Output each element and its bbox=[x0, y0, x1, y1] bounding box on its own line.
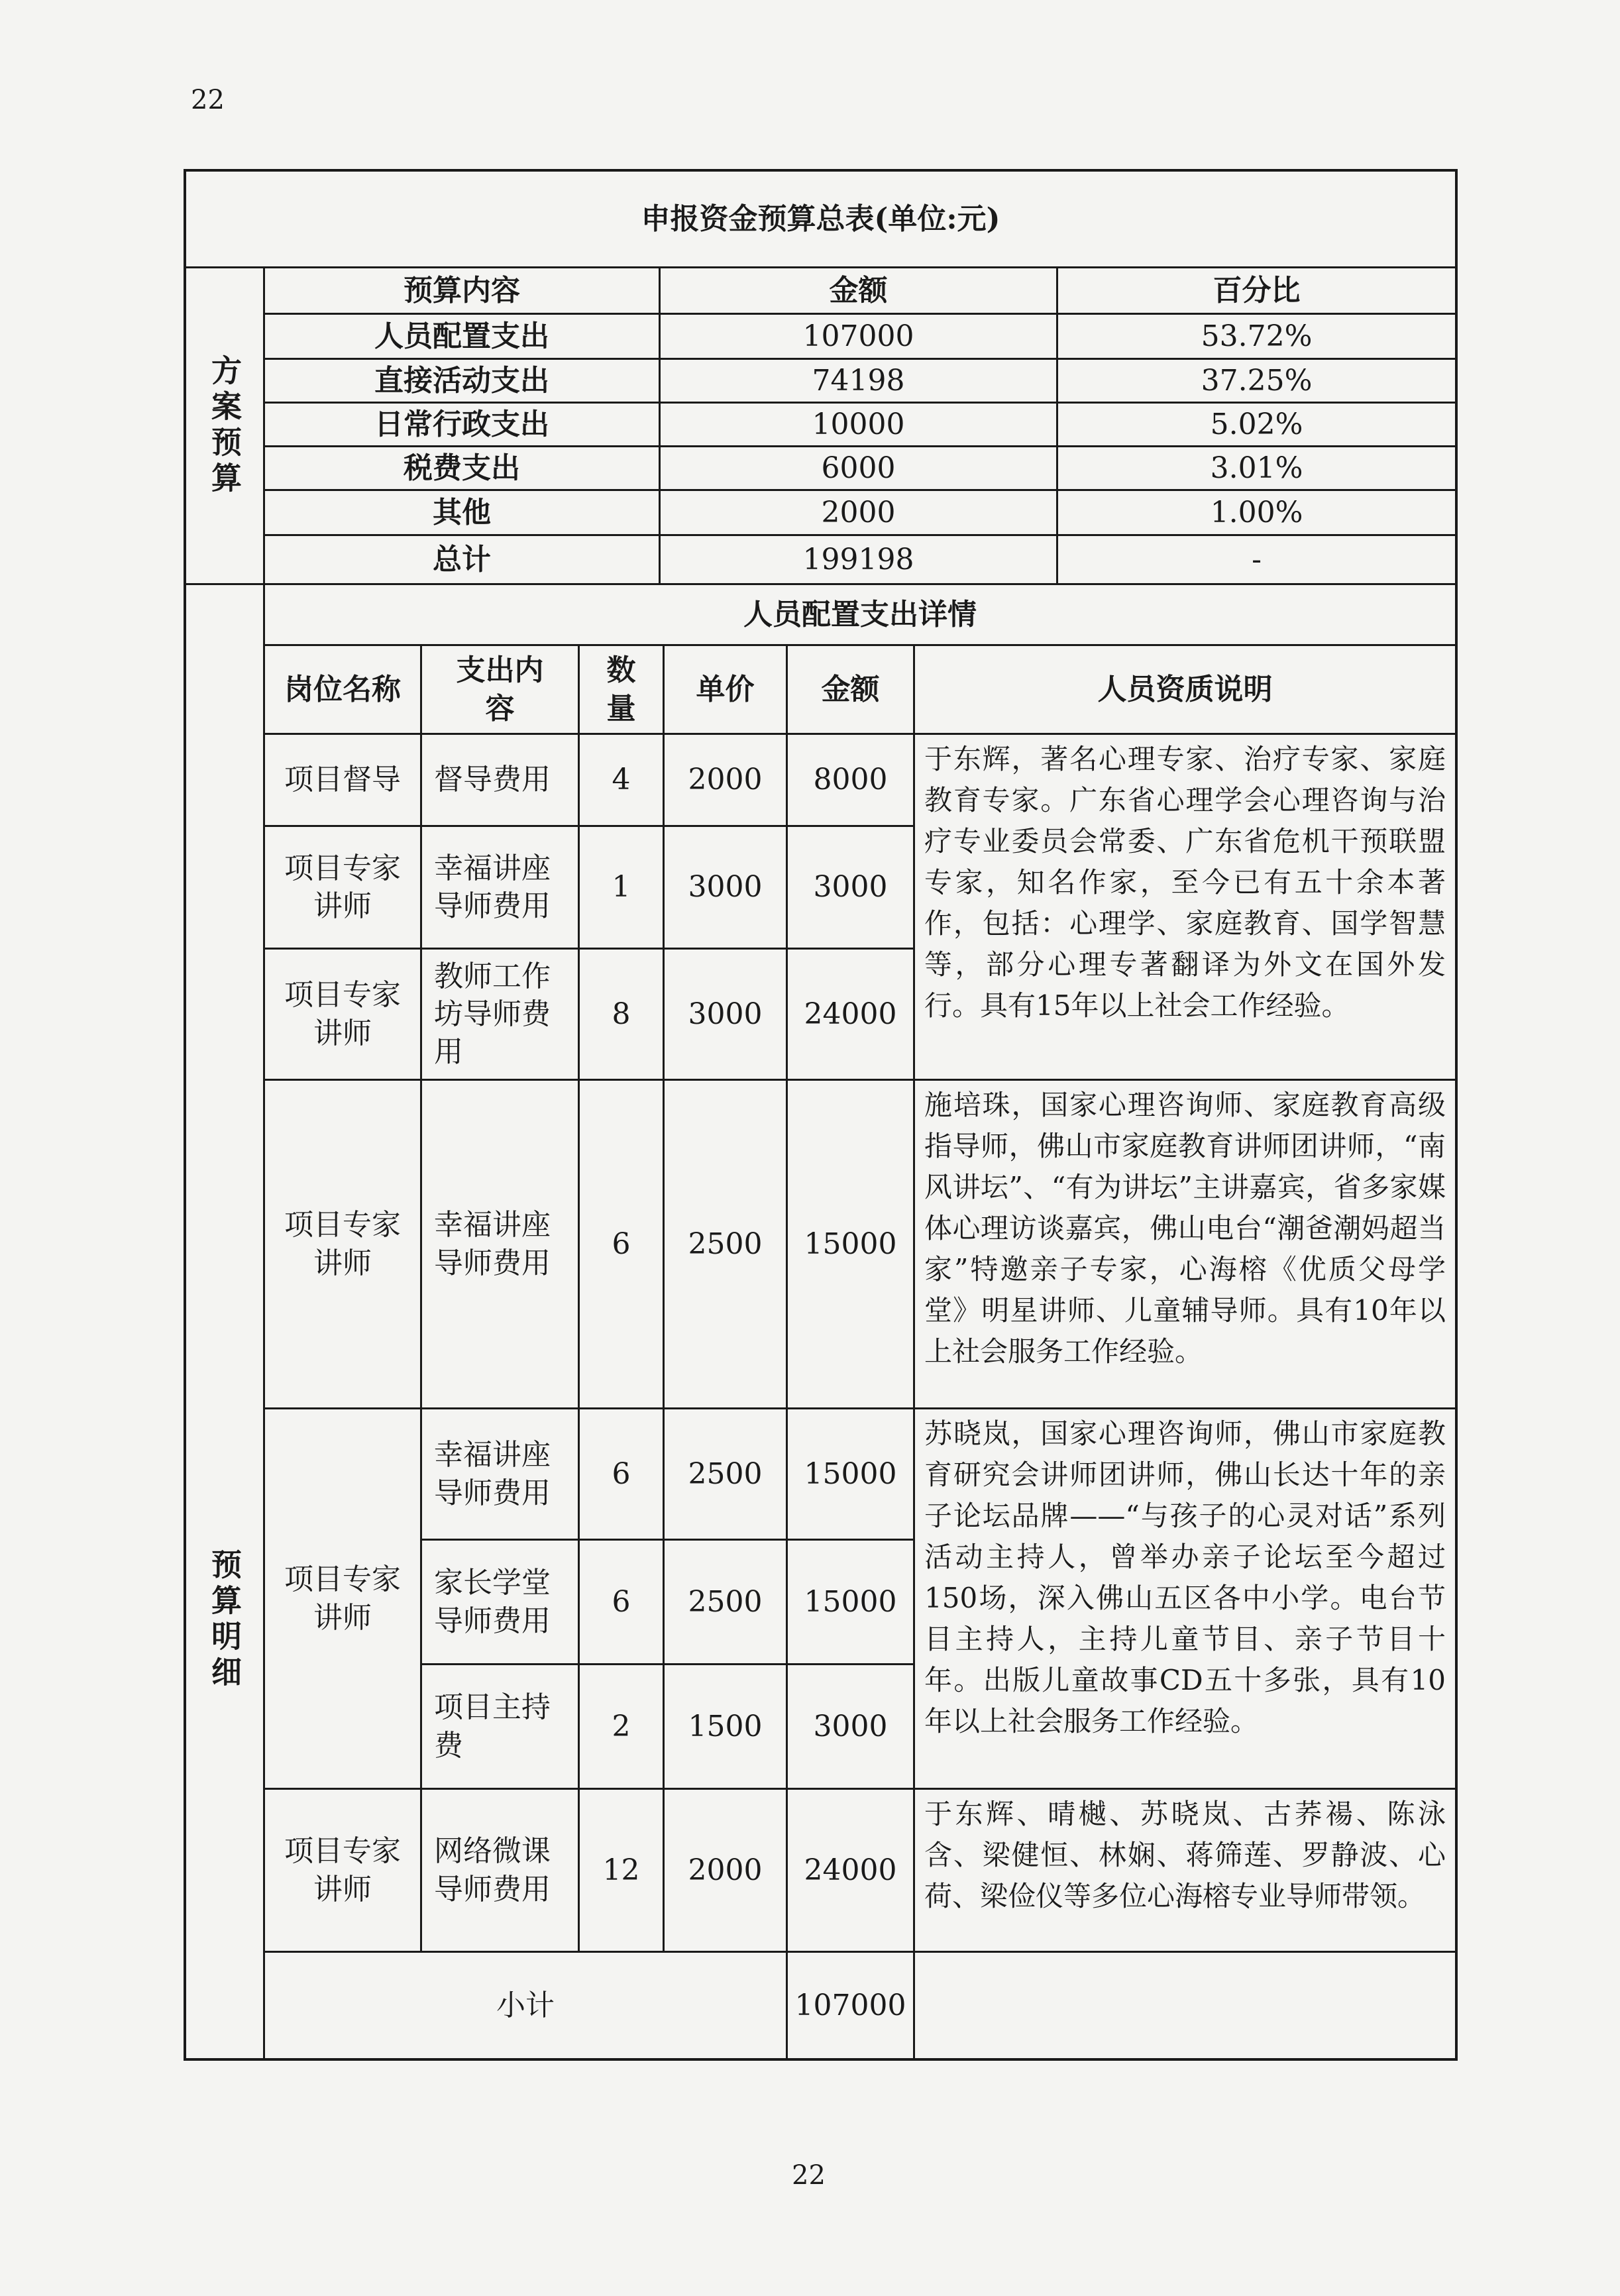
detail-header-item: 支出内容 bbox=[456, 653, 544, 726]
detail-position-4: 项目专家讲师 bbox=[284, 1208, 401, 1280]
detail-position-5: 项目专家讲师 bbox=[284, 1562, 401, 1635]
qualification-1: 于东辉，著名心理专家、治疗专家、家庭教育专家。广东省心理学会心理咨询与治疗专业委员会常委、广东省危机干预联盟专家，知名作家，至今已有五十余本著作，包括：心理学、家庭教育、国学智慧等，部分心理专著翻译为外文在国外发行。具有15年以上社会工作经验。 bbox=[924, 743, 1446, 1022]
section-detail-label bbox=[186, 585, 263, 2058]
summary-content-1: 人员配置支出 bbox=[374, 319, 549, 353]
qualification-4: 于东辉、晴樾、苏晓岚、古荞禓、陈泳含、梁健恒、林娴、蒋筛莲、罗静波、心荷、梁俭仪等多位心海榕专业导师带领。 bbox=[924, 1798, 1446, 1912]
detail-header-qty: 数量 bbox=[606, 653, 636, 726]
summary-amount-3: 10000 bbox=[812, 407, 905, 441]
summary-content-3: 日常行政支出 bbox=[374, 407, 549, 441]
detail-amount-3: 24000 bbox=[804, 997, 897, 1031]
detail-position-8: 项目专家讲师 bbox=[284, 1834, 401, 1906]
detail-header-qualification: 人员资质说明 bbox=[1097, 672, 1273, 706]
frame-bottom bbox=[184, 2058, 1458, 2061]
detail-qty-8: 12 bbox=[602, 1853, 640, 1887]
detail-item-3: 教师工作坊导师费用 bbox=[434, 959, 551, 1069]
detail-qty-7: 2 bbox=[612, 1709, 631, 1743]
detail-header-position: 岗位名称 bbox=[284, 672, 401, 706]
detail-item-8: 网络微课导师费用 bbox=[434, 1834, 551, 1906]
summary-header-amount: 金额 bbox=[829, 273, 888, 307]
detail-amount-1: 8000 bbox=[813, 763, 888, 797]
summary-percent-total: - bbox=[1252, 542, 1262, 576]
detail-position-1: 项目督导 bbox=[284, 763, 401, 797]
summary-amount-2: 74198 bbox=[812, 363, 905, 398]
detail-qty-3: 8 bbox=[612, 997, 631, 1031]
detail-qty-5: 6 bbox=[612, 1456, 631, 1491]
section-budget-text: 方案预算 bbox=[207, 354, 243, 498]
summary-amount-1: 107000 bbox=[802, 319, 914, 353]
detail-price-3: 3000 bbox=[688, 997, 763, 1031]
summary-percent-5: 1.00% bbox=[1210, 495, 1303, 529]
detail-price-2: 3000 bbox=[688, 870, 763, 904]
detail-position-2: 项目专家讲师 bbox=[284, 851, 401, 923]
detail-qty-1: 4 bbox=[612, 763, 631, 797]
page-number-bottom: 22 bbox=[792, 2160, 826, 2191]
detail-price-7: 1500 bbox=[688, 1709, 763, 1743]
detail-price-1: 2000 bbox=[688, 763, 763, 797]
detail-price-5: 2500 bbox=[688, 1456, 763, 1491]
detail-amount-6: 15000 bbox=[804, 1584, 897, 1619]
summary-header-content: 预算内容 bbox=[404, 273, 520, 307]
detail-item-7: 项目主持费 bbox=[434, 1690, 551, 1763]
detail-item-6: 家长学堂导师费用 bbox=[434, 1566, 551, 1638]
summary-content-4: 税费支出 bbox=[404, 451, 520, 485]
summary-percent-1: 53.72% bbox=[1201, 319, 1313, 353]
detail-item-1: 督导费用 bbox=[434, 763, 551, 797]
section-budget-label bbox=[186, 268, 263, 583]
summary-content-5: 其他 bbox=[433, 495, 491, 529]
qualification-3: 苏晓岚，国家心理咨询师，佛山市家庭教育研究会讲师团讲师，佛山长达十年的亲子论坛品牌——“与孩子的心灵对话”系列活动主持人，曾举办亲子论坛至今超过150场，深入佛山五区各中小学。电台节目主持人，主持儿童节目、亲子节目十年。出版儿童故事CD五十多张，具有10年以上社会服务工作经验。 bbox=[924, 1417, 1446, 1737]
summary-content-total: 总计 bbox=[433, 542, 491, 576]
summary-percent-4: 3.01% bbox=[1210, 451, 1303, 485]
summary-percent-2: 37.25% bbox=[1201, 363, 1313, 398]
table-title: 申报资金预算总表(单位:元) bbox=[641, 201, 1000, 236]
summary-amount-total: 199198 bbox=[802, 542, 914, 576]
detail-item-5: 幸福讲座导师费用 bbox=[434, 1438, 551, 1510]
detail-price-6: 2500 bbox=[688, 1584, 763, 1619]
subtotal-amount: 107000 bbox=[794, 1988, 906, 2022]
detail-price-8: 2000 bbox=[688, 1853, 763, 1887]
detail-amount-8: 24000 bbox=[804, 1853, 897, 1887]
detail-qty-2: 1 bbox=[612, 870, 631, 904]
qualification-2: 施培珠，国家心理咨询师、家庭教育高级指导师，佛山市家庭教育讲师团讲师，“南风讲坛”、“有为讲坛”主讲嘉宾，省多家媒体心理访谈嘉宾，佛山电台“潮爸潮妈超当家”特邀亲子专家，心海榕《优质父母学堂》明星讲师、儿童辅导师。具有10年以上社会服务工作经验。 bbox=[924, 1089, 1446, 1368]
detail-price-4: 2500 bbox=[688, 1227, 763, 1261]
page-number-top: 22 bbox=[191, 85, 225, 115]
detail-position-3: 项目专家讲师 bbox=[284, 978, 401, 1050]
summary-content-2: 直接活动支出 bbox=[374, 363, 549, 398]
summary-amount-5: 2000 bbox=[821, 495, 896, 529]
detail-amount-7: 3000 bbox=[813, 1709, 888, 1743]
detail-qty-4: 6 bbox=[612, 1227, 631, 1261]
detail-amount-2: 3000 bbox=[813, 870, 888, 904]
summary-header-percent: 百分比 bbox=[1213, 273, 1301, 307]
detail-qty-6: 6 bbox=[612, 1584, 631, 1619]
detail-header-unit-price: 单价 bbox=[696, 672, 755, 706]
detail-amount-4: 15000 bbox=[804, 1227, 897, 1261]
detail-amount-5: 15000 bbox=[804, 1456, 897, 1491]
subtotal-label: 小计 bbox=[496, 1988, 555, 2022]
detail-title: 人员配置支出详情 bbox=[743, 597, 977, 631]
detail-item-2: 幸福讲座导师费用 bbox=[434, 851, 551, 923]
summary-amount-4: 6000 bbox=[821, 451, 896, 485]
section-detail-text: 预算明细 bbox=[207, 1548, 243, 1692]
summary-percent-3: 5.02% bbox=[1210, 407, 1303, 441]
detail-header-amount: 金额 bbox=[821, 672, 880, 706]
frame-right bbox=[1455, 169, 1458, 2061]
detail-item-4: 幸福讲座导师费用 bbox=[434, 1208, 551, 1280]
